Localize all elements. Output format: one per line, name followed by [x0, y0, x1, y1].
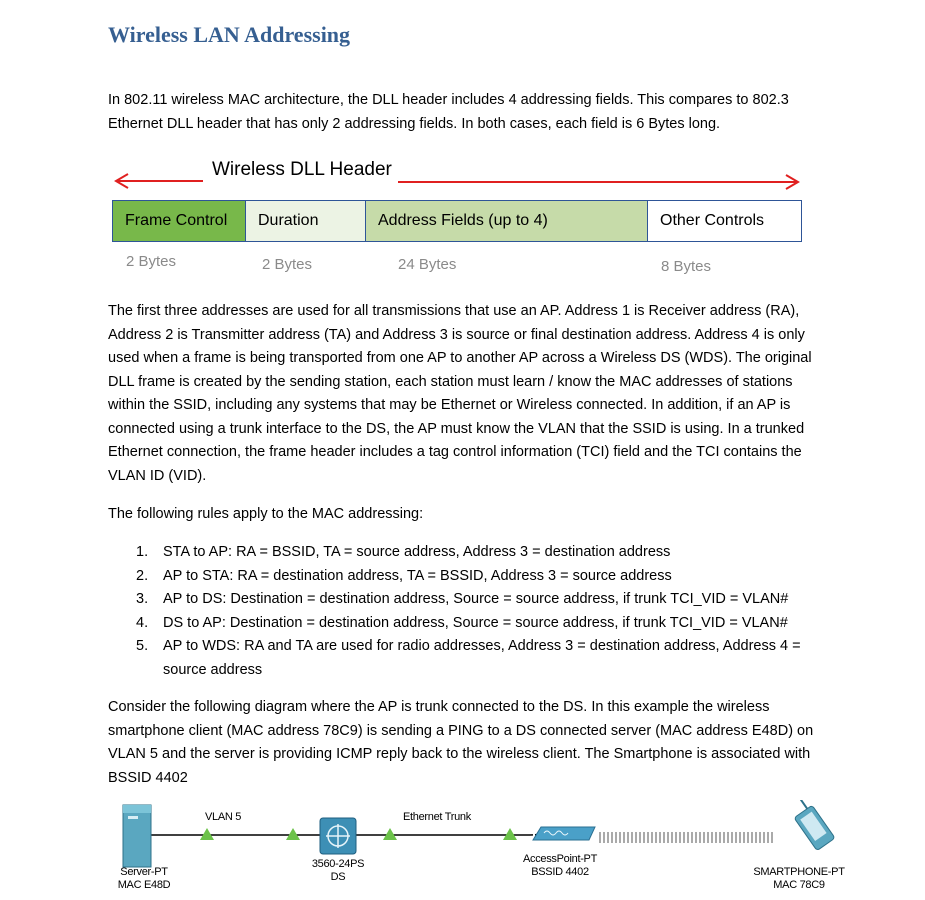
server-icon [123, 805, 151, 867]
wireless-signal-icon [600, 832, 772, 843]
size-address: 24 Bytes [398, 256, 457, 273]
header-span-arrow [108, 168, 808, 194]
rules-intro: The following rules apply to the MAC addressing: [108, 506, 424, 522]
size-other-controls: 8 Bytes [661, 258, 712, 275]
dll-header-frame [112, 200, 802, 242]
size-frame-control: 2 Bytes [126, 253, 177, 270]
link-up-icon [503, 828, 517, 840]
smartphone-icon [787, 800, 835, 851]
field-address: Address Fields (up to 4) [366, 201, 648, 241]
intro-paragraph: In 802.11 wireless MAC architecture, the DLL header includes 4 addressing fields. This compares to 802.3 Ethernet DLL header that has only 2 addressing fields. In both cases, each field is 6 Bytes long. [108, 92, 789, 132]
list-item: 2. AP to STA: RA = destination address, TA = BSSID, Address 3 = source address [136, 567, 672, 584]
list-item: 3. AP to DS: Destination = destination address, Source = source address, if trunk TCI_VID = VLAN# [136, 591, 789, 607]
phone-label: SMARTPHONE-PT MAC 78C9 [753, 866, 845, 891]
trunk-label: Ethernet Trunk [403, 811, 471, 823]
ap-label: AccessPoint-PT BSSID 4402 [522, 853, 598, 878]
dll-header-label: Wireless DLL Header [212, 159, 392, 180]
size-duration: 2 Bytes [262, 256, 313, 273]
field-duration: Duration [246, 201, 366, 241]
switch-icon [320, 818, 356, 854]
list-item: 1. STA to AP: RA = BSSID, TA = source address, Address 3 = destination address [136, 544, 671, 560]
access-point-icon [533, 827, 595, 840]
field-other-controls: Other Controls [648, 201, 801, 241]
switch-label: 3560-24PS DS [311, 858, 365, 883]
list-item: 4. DS to AP: Destination = destination address, Source = source address, if trunk TCI_VID = VLAN# [136, 614, 788, 631]
server-label: Server-PT MAC E48D [117, 866, 171, 891]
list-item: 5. AP to WDS: RA and TA are used for radio addresses, Address 3 = destination address, Address 4 = source address [136, 638, 801, 678]
diagram-paragraph: Consider the following diagram where the AP is trunk connected to the DS. In this example the wireless smartphone client (MAC address 78C9) is sending a PING to a DS connected server (MAC address E48D) on VLAN 5 and the server is providing ICMP reply back to the wireless client. The Smartphone is associated with BSSID 4402 [108, 699, 814, 786]
link-up-icon [286, 828, 300, 840]
link-up-icon [200, 828, 214, 840]
page-title: Wireless LAN Addressing [108, 22, 351, 47]
link-up-icon [383, 828, 397, 840]
rules-list [136, 541, 836, 682]
field-frame-control: Frame Control [113, 201, 246, 241]
address-paragraph: The first three addresses are used for all transmissions that use an AP. Address 1 is Receiver address (RA), Address 2 is Transmitter address (TA) and Address 3 is source or final destination address. Address 4 is only used when a frame is being transported from one AP to another AP across a Wireless DS (WDS). The original DLL frame is created by the sending station, each station must learn / know the MAC addresses of stations within the SSID, including any systems that may be Ethernet or Wireless connected. In addition, if an AP is connected using a trunk interface to the DS, the AP must know the VLAN that the SSID is using. In a trunked Ethernet connection, the frame header includes a tag control information (TCI) field and the TCI contains the VLAN ID (VID). [108, 303, 812, 484]
vlan-label: VLAN 5 [205, 811, 242, 823]
